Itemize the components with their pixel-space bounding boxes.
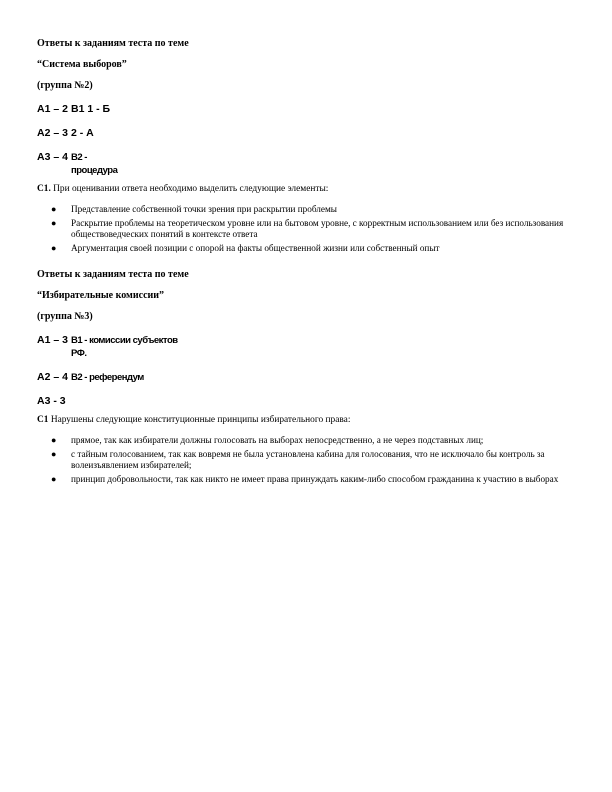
document-page	[37, 30, 582, 485]
c1-paragraph	[37, 183, 582, 195]
answer-row	[37, 334, 582, 360]
list-item-text: с тайным голосованием, так как вовремя не была установлена кабина для голосования, что не исключало бы контроль за волеизъявлением избирателей;	[71, 448, 545, 470]
answer-row	[37, 103, 582, 116]
bullet-icon: ●	[51, 242, 57, 253]
heading-topic: “Избирательные комиссии”	[37, 290, 165, 301]
answer-b: В2 - процедура	[71, 152, 118, 176]
answer-b: В1 1 - Б	[71, 103, 111, 115]
c1-text: При оценивании ответа необходимо выделить следующие элементы:	[53, 184, 329, 194]
answer-b: В2 - референдум	[71, 372, 144, 383]
c1-bullet-list	[37, 435, 582, 485]
answer-a: А3 – 4	[37, 151, 68, 163]
heading-group: (группа №3)	[37, 311, 93, 322]
answer-a: А1 – 2	[37, 103, 68, 115]
bullet-icon: ●	[51, 448, 57, 459]
answer-b	[71, 395, 201, 408]
list-item	[37, 243, 582, 255]
c1-label: С1	[37, 415, 49, 425]
bullet-icon: ●	[51, 435, 57, 445]
heading-group: (группа №2)	[37, 80, 93, 91]
c1-label: С1.	[37, 184, 51, 194]
bullet-icon: ●	[51, 473, 57, 484]
list-item-text: Представление собственной точки зрения при раскрытии проблемы	[71, 204, 337, 214]
list-item-text: прямое, так как избиратели должны голосовать на выборах непосредственно, а не через подставных лиц;	[71, 435, 484, 445]
list-item-text: Аргументация своей позиции с опорой на факты общественной жизни или собственный опыт	[71, 242, 440, 253]
heading-answers: Ответы к заданиям теста по теме	[37, 38, 189, 49]
group-2-section	[37, 38, 582, 254]
list-item	[37, 435, 582, 447]
list-item	[37, 449, 582, 472]
bullet-icon: ●	[51, 204, 57, 214]
heading-answers: Ответы к заданиям теста по теме	[37, 269, 189, 280]
answer-row	[37, 151, 582, 177]
list-item-text: Раскрытие проблемы на теоретическом уровне или на бытовом уровне, с корректным использованием или без использования обществоведческих понятий в контексте ответа	[71, 217, 564, 239]
answer-row	[37, 395, 582, 408]
c1-bullet-list	[37, 204, 582, 254]
bullet-icon: ●	[51, 217, 57, 228]
answer-a: А3 - 3	[37, 395, 66, 407]
list-item	[37, 474, 582, 486]
answer-a: А2 – 4	[37, 371, 68, 383]
answer-a: А2 – 3	[37, 127, 68, 139]
answer-row	[37, 371, 582, 384]
answer-b: В1 - комиссии субъектов РФ.	[71, 335, 178, 359]
c1-paragraph	[37, 414, 582, 426]
answer-row	[37, 127, 582, 140]
heading-topic: “Система выборов”	[37, 59, 127, 70]
list-item-text: принцип добровольности, так как никто не имеет права принуждать каким-либо способом гражданина к участию в выборах	[71, 473, 559, 484]
answer-a: А1 – 3	[37, 334, 68, 346]
answer-b: 2 - А	[71, 127, 94, 139]
c1-text: Нарушены следующие конституционные принципы избирательного права:	[50, 415, 351, 425]
group-3-section	[37, 269, 582, 485]
list-item	[37, 218, 582, 241]
list-item	[37, 204, 582, 216]
